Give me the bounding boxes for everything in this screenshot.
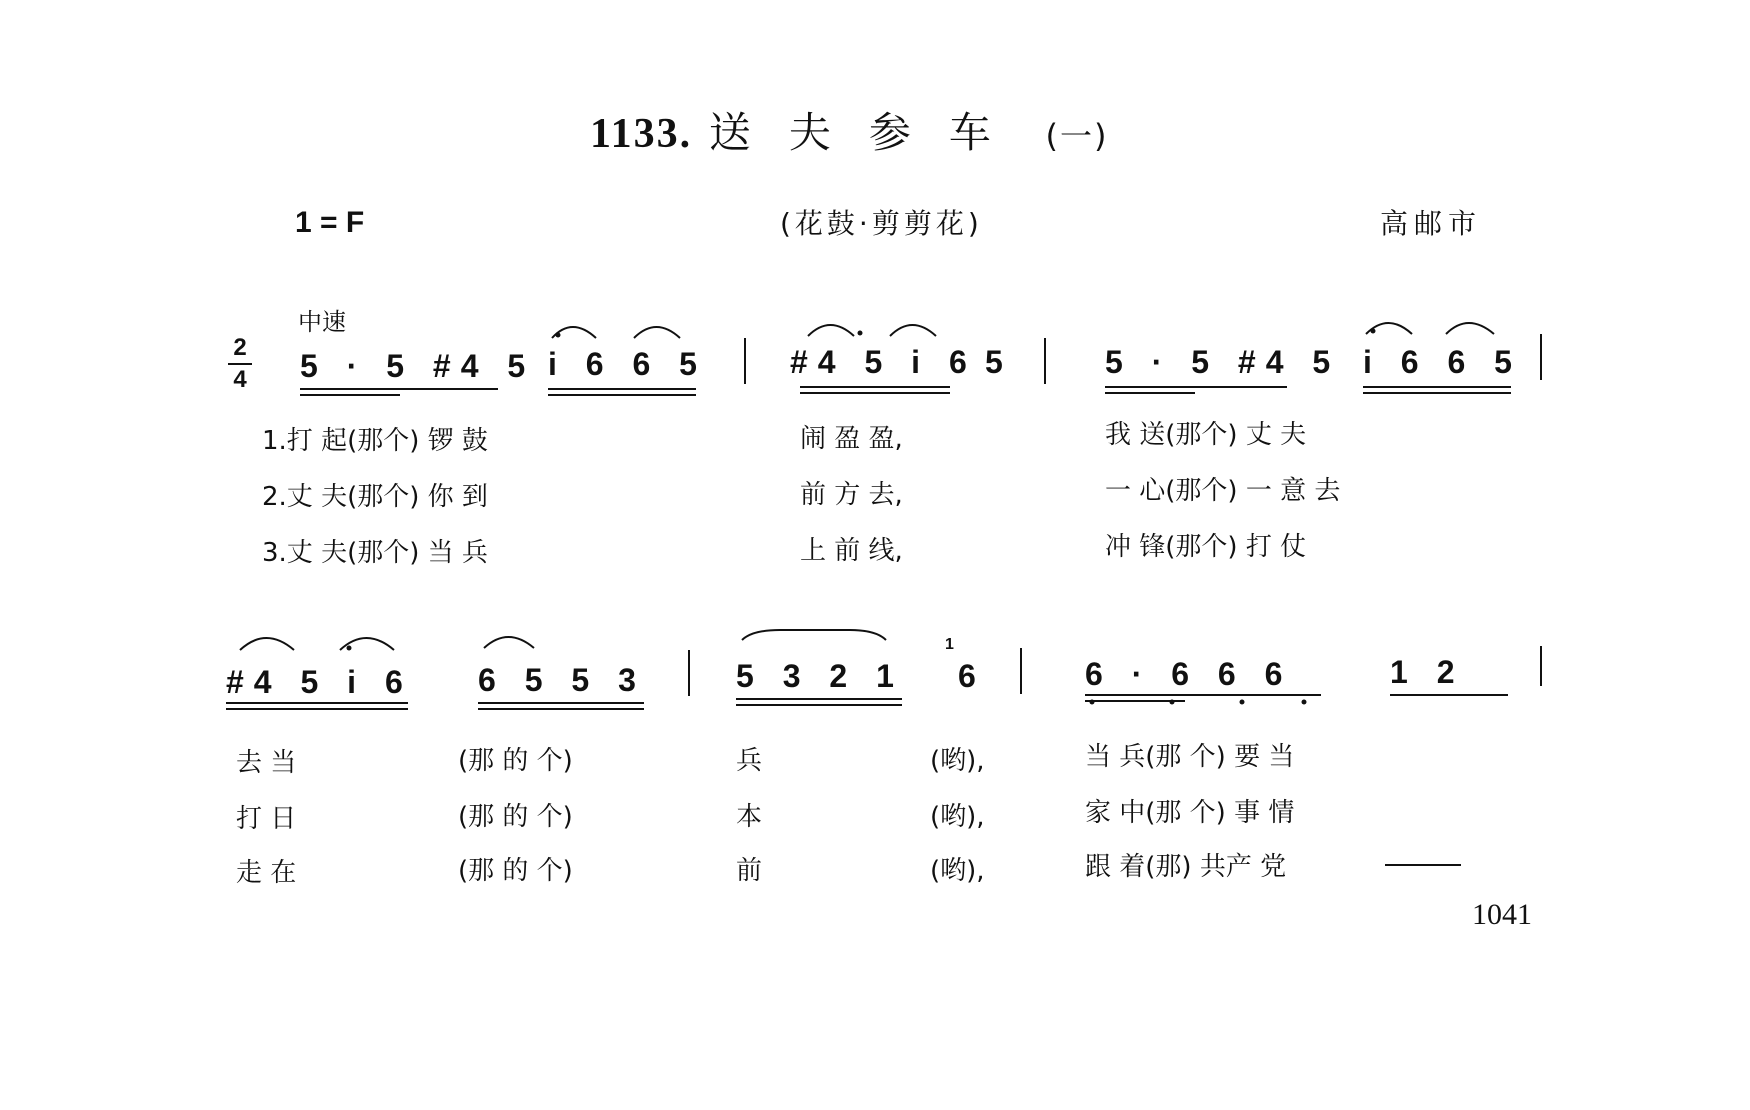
lyric-l1-v1-b: 闹 盈 盈, [800, 424, 903, 454]
lyric-l2-v1-d: (哟), [930, 746, 985, 776]
lyric-l2-v3-a: 走 在 [236, 858, 297, 888]
slur-l1-2 [634, 327, 680, 338]
lyric-l2-v3-e: 跟 着(那) 共产 党 [1085, 852, 1287, 882]
key-signature: 1 = F [295, 206, 365, 239]
slur-l2-4 [742, 630, 886, 640]
song-name: 送夫参车 [708, 108, 1029, 157]
lyric-l2-v1-b: (那 的 个) [458, 746, 573, 776]
lyric-l2-v3-d: (哟), [930, 856, 985, 886]
grace-note: 1 [945, 636, 954, 653]
lyric-l1-v3-a: 3.丈 夫(那个) 当 兵 [262, 538, 488, 568]
lyric-l2-v2-a: 打 日 [236, 804, 297, 834]
high-dot-l2-1 [347, 646, 352, 651]
page-number: 1041 [1472, 898, 1532, 931]
lyric-l2-v2-d: (哟), [930, 802, 985, 832]
high-dot-l1-2 [858, 331, 863, 336]
slur-l1-3 [808, 325, 854, 336]
notes-l1-g3: #4 5 i 6 [790, 344, 977, 380]
song-number: 1133. [590, 111, 693, 157]
tempo-marking: 中速 [298, 308, 346, 336]
lyric-l2-v1-c: 兵 [736, 746, 763, 776]
region-label: 高邮市 [1380, 207, 1483, 240]
lyric-l1-v3-b: 上 前 线, [800, 536, 903, 566]
notes-l1-g1: 5 · 5 #4 5 [300, 348, 536, 384]
low-dot-l2-2 [1170, 700, 1175, 705]
high-dot-l1-1 [556, 333, 561, 338]
slur-l1-4 [890, 325, 936, 336]
high-dot-l1-3 [1371, 329, 1376, 334]
time-signature-bottom: 4 [233, 366, 247, 393]
lyric-l1-v2-b: 前 方 去, [800, 480, 903, 510]
slur-l2-3 [484, 637, 534, 648]
lyric-l2-v1-e: 当 兵(那 个) 要 当 [1085, 742, 1295, 772]
notes-l2-g1: #4 5 i 6 [226, 664, 413, 700]
low-dot-l2-1 [1090, 700, 1095, 705]
lyric-l2-v3-c: 前 [736, 856, 763, 886]
notes-l1-g2: i 6 6 5 [548, 346, 707, 382]
lyric-l1-v3-c: 冲 锋(那个) 打 仗 [1105, 532, 1307, 562]
lyric-l2-v2-c: 本 [736, 802, 763, 832]
slur-l1-6 [1446, 323, 1494, 334]
notes-l2-g5: 6 · 6 6 6 [1085, 656, 1293, 692]
notes-l1-g5: 5 · 5 #4 5 [1105, 344, 1341, 380]
notes-l2-g4: 6 [958, 658, 986, 694]
lyric-l1-v2-a: 2.丈 夫(那个) 你 到 [262, 482, 488, 512]
notes-l2-g3: 5 3 2 1 [736, 658, 904, 694]
lyric-l2-v1-a: 去 当 [236, 748, 297, 778]
notes-l2-g6: 1 2 [1390, 654, 1465, 690]
lyric-l2-v2-b: (那 的 个) [458, 802, 573, 832]
lyric-l2-v2-e: 家 中(那 个) 事 情 [1085, 798, 1295, 828]
low-dot-l2-4 [1302, 700, 1307, 705]
notes-l1-g4: 5 [985, 344, 1013, 380]
lyric-l1-v1-a: 1.打 起(那个) 锣 鼓 [262, 426, 488, 456]
notes-l1-g6: i 6 6 5 [1363, 344, 1522, 380]
song-variant: (一) [1045, 117, 1109, 155]
tune-subtitle: (花鼓·剪剪花) [780, 207, 983, 240]
lyric-l1-v1-c: 我 送(那个) 丈 夫 [1105, 420, 1307, 450]
lyric-l2-v3-b: (那 的 个) [458, 856, 573, 886]
notes-l2-g2: 6 5 5 3 [478, 662, 646, 698]
lyric-l1-v2-c: 一 心(那个) 一 意 去 [1105, 476, 1341, 506]
time-signature-top: 2 [233, 334, 247, 361]
low-dot-l2-3 [1240, 700, 1245, 705]
slur-l2-1 [240, 638, 294, 650]
